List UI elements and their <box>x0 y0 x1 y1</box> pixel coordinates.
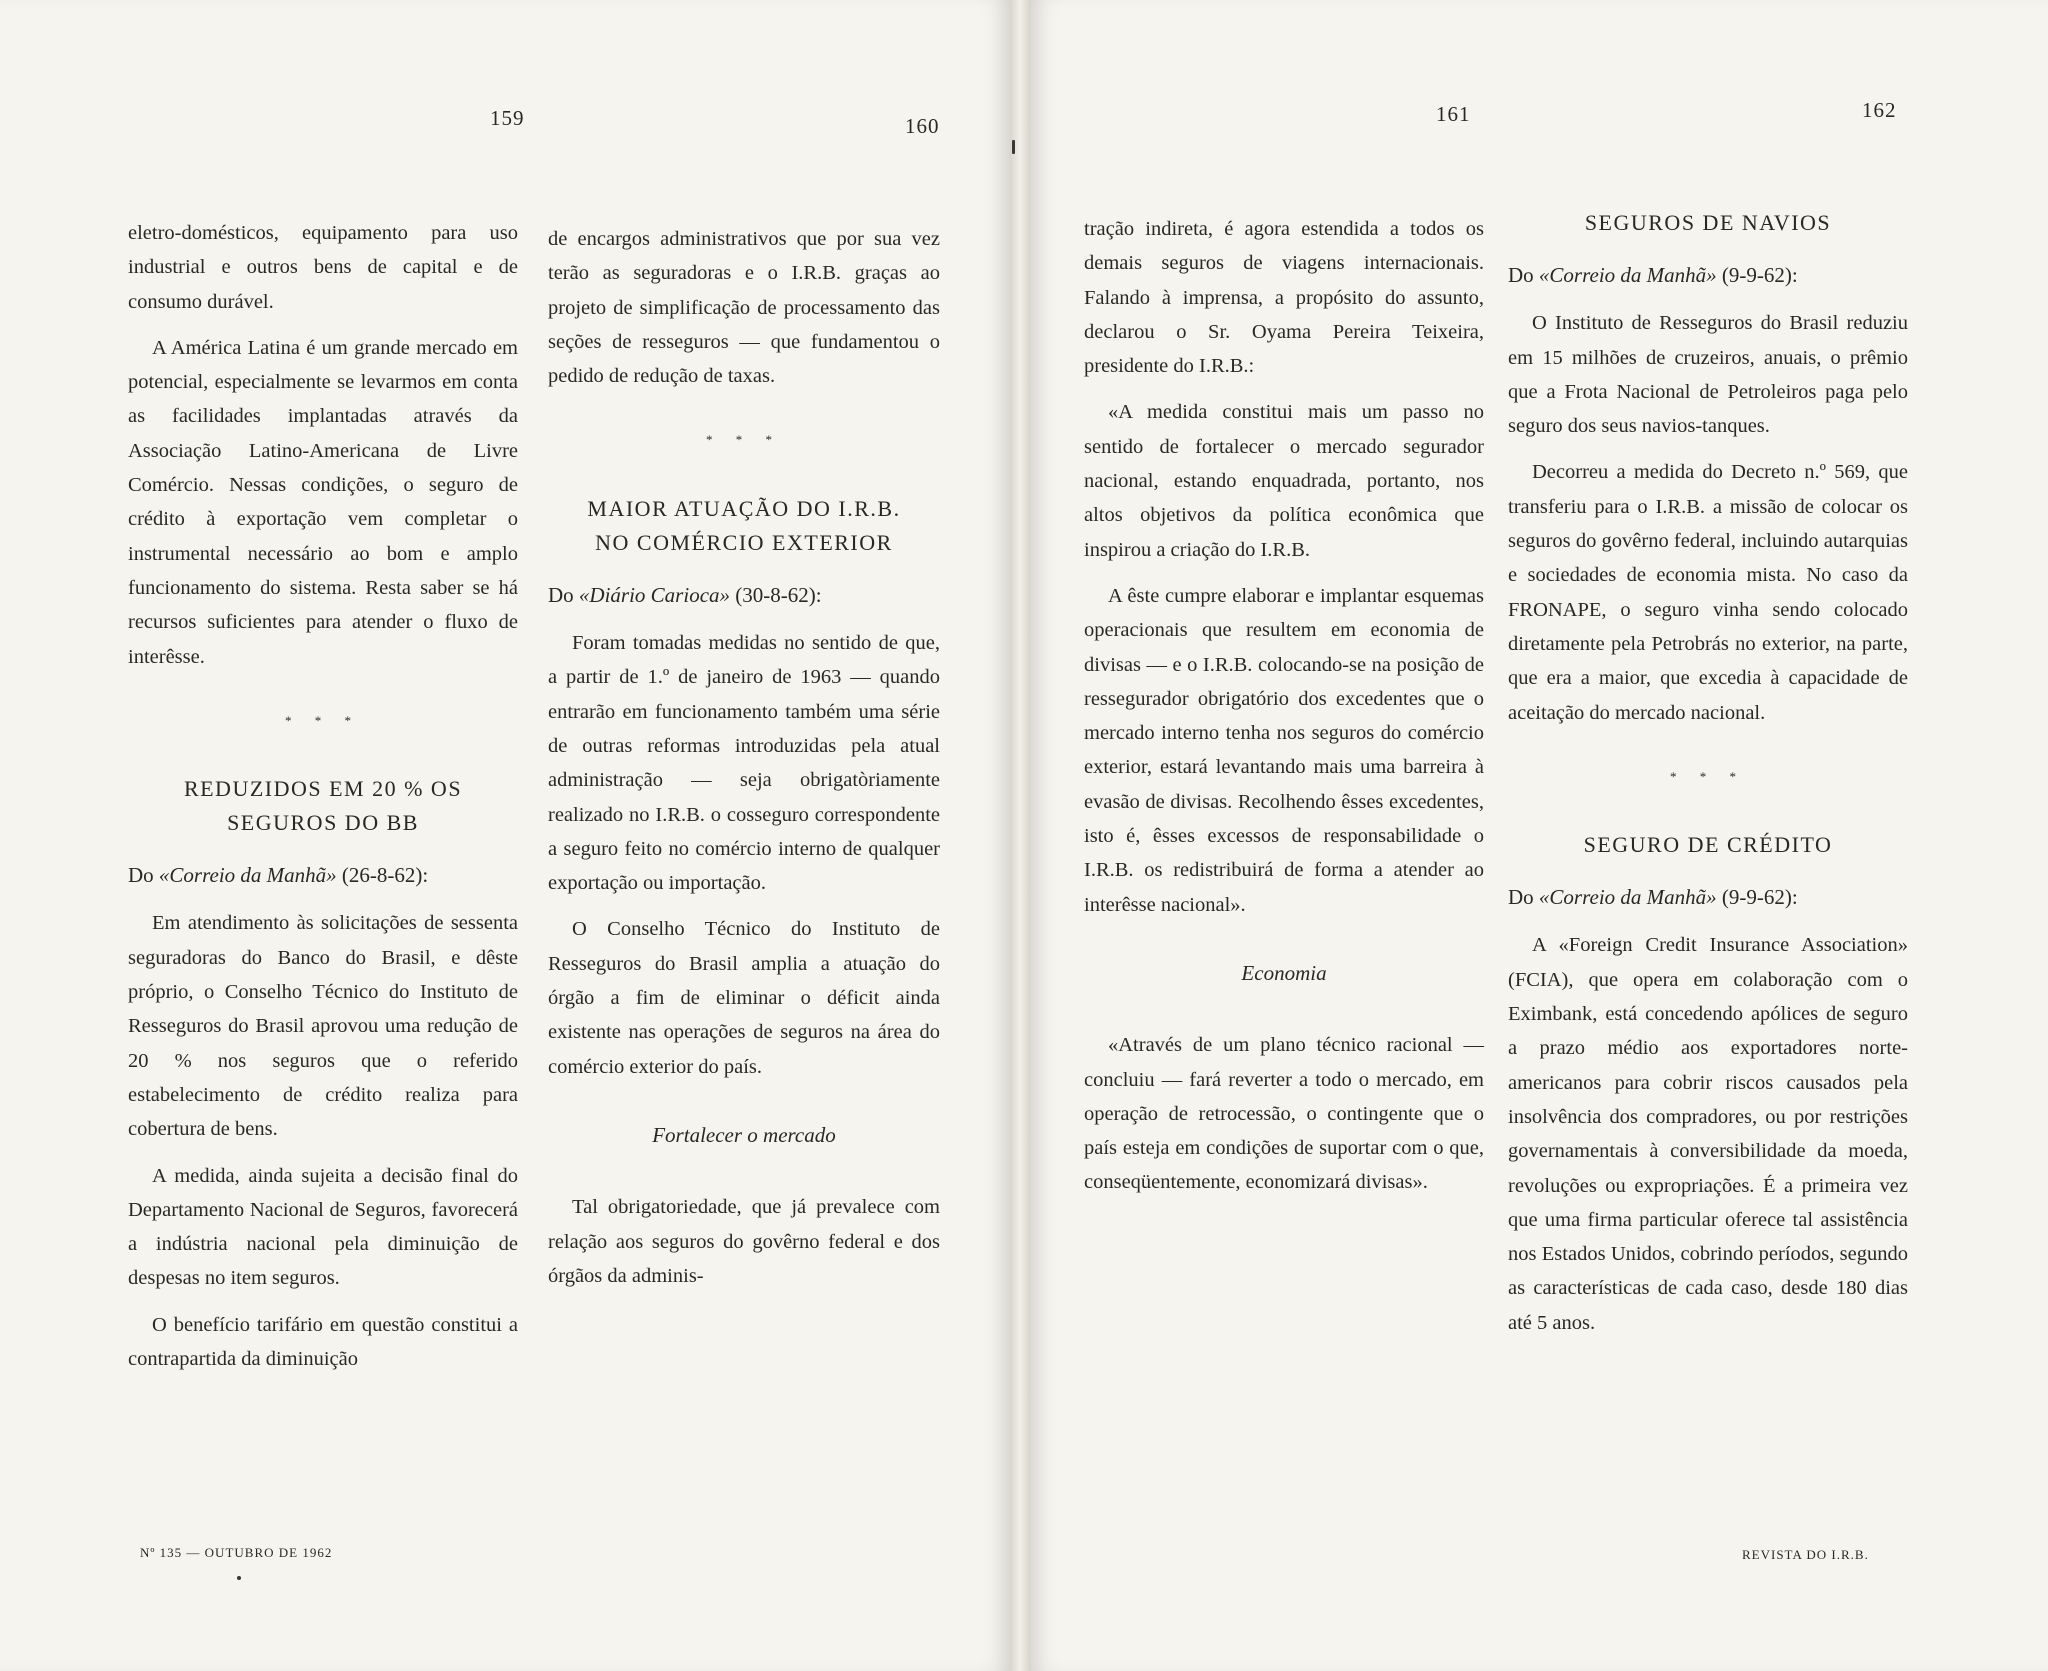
paragraph: A êste cumpre elaborar e implantar esquemas operacionais que resultem em economia de divisas — e o I.R.B. colocando-se na posição de ressegurador obrigatório dos excedentes que o mercado interno tenha nos seguros do comércio exterior, estará levantando mais uma barreira à evasão de divisas. Recolhendo êsses excedentes, isto é, êsses excessos de responsabilidade o I.R.B. os redistribuirá de forma a atender ao interêsse nacional». <box>1084 584 1484 916</box>
paragraph: A América Latina é um grande mercado em potencial, especialmente se levarmos em conta as facilidades implantadas através da Associação Latino-Americana de Livre Comércio. Nessas condições, o seguro de crédito à exportação vem completar o instrumental necessário ao bom e amplo funcionamento do sistema. Resta saber se há recursos suficientes para atender o fluxo de interêsse. <box>128 336 518 668</box>
paragraph: «A medida constitui mais um passo no sentido de fortalecer o mercado segurador nacional, estando enquadrada, portanto, nos altos objetivos da política econômica que inspirou a criação do I.R.B. <box>1084 401 1484 561</box>
paragraph: A medida, ainda sujeita a decisão final do Departamento Nacional de Seguros, favorecerá a indústria nacional pela diminuição de despesas no item seguros. <box>128 1164 518 1290</box>
column-page-162 <box>1508 206 1908 1352</box>
paragraph: «Através de um plano técnico racional — concluiu — fará reverter a todo o mercado, em operação de retrocessão, o contingente que o país esteja em condições de suportar com o que, conseqüentemente, economizará divisas». <box>1084 1034 1484 1194</box>
source-prefix: Do <box>548 582 579 607</box>
page-number-161: 161 <box>1436 102 1471 126</box>
page-number-159: 159 <box>490 106 525 130</box>
source-name: «Diário Carioca» <box>578 582 731 607</box>
source-name: «Correio da Manhã» <box>158 863 337 888</box>
section-divider: * * * <box>706 432 782 448</box>
section-subhead: Fortalecer o mercado <box>652 1122 836 1147</box>
source-date: (9-9-62): <box>1716 885 1798 910</box>
page-number-160: 160 <box>905 114 940 138</box>
article-heading <box>548 492 940 560</box>
paragraph: A «Foreign Credit Insurance Association» (FCIA), que opera em colaboração com o Eximbank, está concedendo apólices de seguro a prazo médio aos exportadores norte-americanos para cobrir riscos causados pela insolvência dos compradores, ou por restrições governamentais à conversibilidade da moeda, revoluções ou expropriações. É a primeira vez que uma firma particular oferece tal assistência nos Estados Unidos, cobrindo períodos, segundo as características de cada caso, desde 180 dias até 5 anos. <box>1508 934 1908 1334</box>
column-page-160 <box>548 222 940 1305</box>
source-date: (26-8-62): <box>336 863 429 888</box>
paragraph: Tal obrigatoriedade, que já prevalece com relação aos seguros do govêrno federal e dos órgãos da adminis- <box>548 1196 940 1287</box>
article-source <box>548 578 940 612</box>
source-prefix: Do <box>1508 263 1539 287</box>
source-name: «Correio da Manhã» <box>1538 885 1717 910</box>
book-gutter <box>1010 0 1030 1671</box>
heading-line: NO COMÉRCIO EXTERIOR <box>595 529 893 555</box>
source-date: (9-9-62): <box>1716 263 1798 287</box>
section-subhead: Economia <box>1241 960 1327 985</box>
article-source <box>128 858 518 892</box>
paragraph: O benefício tarifário em questão constitui a contrapartida da diminuição <box>128 1313 518 1371</box>
article-heading: SEGURO DE CRÉDITO <box>1583 832 1833 858</box>
article-source <box>1508 258 1908 292</box>
paragraph: Foram tomadas medidas no sentido de que, a partir de 1.º de janeiro de 1963 — quando entrarão em funcionamento também uma série de outras reformas introduzidas pela atual administração — seja obrigatòriamente realizado no I.R.B. o cosseguro correspondente a seguro feito no comércio interno de qualquer exportação ou importação. <box>548 632 940 895</box>
footer-publication: REVISTA DO I.R.B. <box>1742 1547 1869 1562</box>
article-heading <box>128 772 518 840</box>
paragraph: Decorreu a medida do Decreto n.º 569, que transferiu para o I.R.B. a missão de colocar os seguros do govêrno federal, incluindo autarquias e sociedades de economia mista. No caso da FRONAPE, o seguro vinha sendo colocado diretamente pela Petrobrás no exterior, na parte, que era a maior, que excedia à capacidade de aceitação do mercado nacional. <box>1508 461 1908 724</box>
ink-speck <box>237 1576 241 1580</box>
heading-line: SEGUROS DO BB <box>227 810 419 836</box>
paragraph: de encargos administrativos que por sua vez terão as seguradoras e o I.R.B. graças ao projeto de simplificação de processamento das seções de resseguros — que fundamentou o pedido de redução de taxas. <box>548 228 940 388</box>
paragraph: O Instituto de Resseguros do Brasil reduziu em 15 milhões de cruzeiros, anuais, o prêmio que a Frota Nacional de Petroleiros paga pelo seguro dos seus navios-tanques. <box>1508 312 1908 438</box>
source-name: «Correio da Manhã» <box>1538 263 1717 287</box>
paragraph: tração indireta, é agora estendida a todos os demais seguros de viagens internacionais. Falando à imprensa, a propósito do assunto, declarou o Sr. Oyama Pereira Teixeira, presidente do I.R.B.: <box>1084 218 1484 378</box>
footer-issue: Nº 135 — OUTUBRO DE 1962 <box>140 1545 333 1560</box>
source-date: (30-8-62): <box>730 582 822 607</box>
article-heading: SEGUROS DE NAVIOS <box>1584 210 1832 235</box>
paragraph: eletro-domésticos, equipamento para uso industrial e outros bens de capital e de consumo durável. <box>128 222 518 313</box>
section-divider: * * * <box>285 712 361 728</box>
column-page-161 <box>1084 212 1484 1212</box>
source-prefix: Do <box>1508 885 1539 910</box>
article-source <box>1508 880 1908 914</box>
column-page-159 <box>128 216 518 1388</box>
page-number-162: 162 <box>1862 98 1897 122</box>
ink-speck <box>1012 140 1015 154</box>
heading-line: MAIOR ATUAÇÃO DO I.R.B. <box>587 495 901 521</box>
paragraph: Em atendimento às solicitações de sessenta seguradoras do Banco do Brasil, e dêste próprio, o Conselho Técnico do Instituto de Resseguros do Brasil aprovou uma redução de 20 % nos seguros que o referido estabelecimento de crédito realiza para cobertura de bens. <box>128 912 518 1141</box>
paragraph: O Conselho Técnico do Instituto de Resseguros do Brasil amplia a atuação do órgão a fim de eliminar o déficit ainda existente nas operações de seguros na área do comércio exterior do país. <box>548 918 940 1078</box>
section-divider: * * * <box>1670 768 1746 784</box>
source-prefix: Do <box>128 863 159 888</box>
heading-line: REDUZIDOS EM 20 % OS <box>183 776 463 802</box>
